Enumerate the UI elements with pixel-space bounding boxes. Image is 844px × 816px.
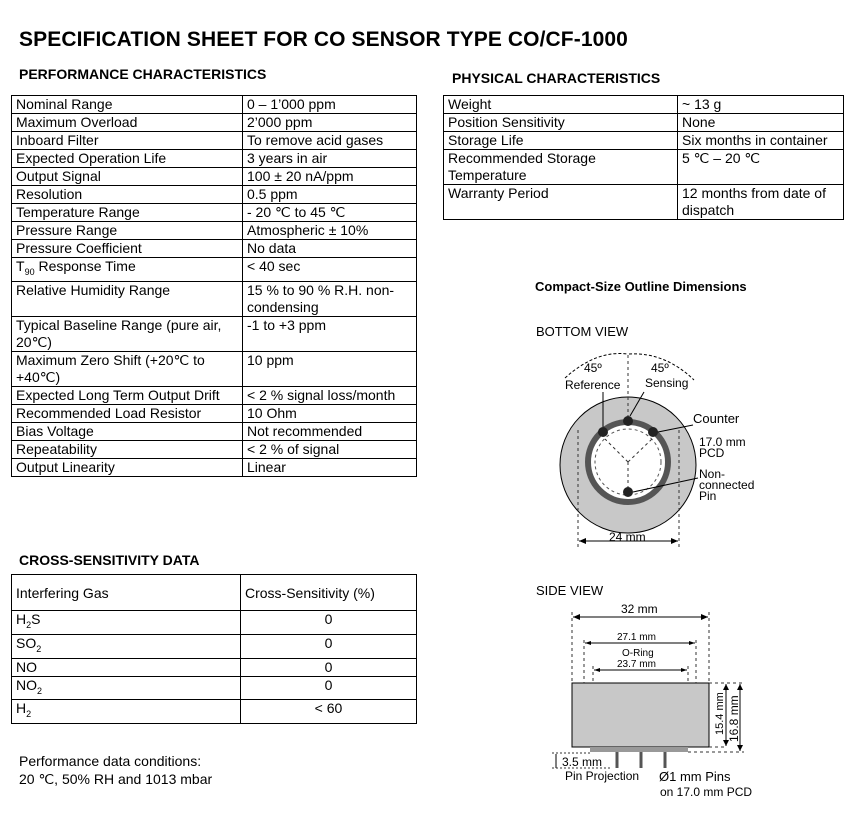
pin-projection-label: Pin Projection <box>565 769 640 783</box>
pcd-value-label: 17.0 mm <box>699 435 746 449</box>
gas-formula: H <box>16 611 27 627</box>
diagram-title: Compact-Size Outline Dimensions <box>535 279 747 294</box>
performance-label: Maximum Overload <box>12 114 243 132</box>
performance-label: Repeatability <box>12 440 243 458</box>
sensor-side-body <box>572 683 709 747</box>
physical-label: Weight <box>444 96 678 114</box>
label-subscript: 90 <box>24 266 35 277</box>
dim-27-label: 27.1 mm <box>617 632 656 643</box>
pins-label-2: on 17.0 mm PCD <box>660 785 753 799</box>
gas-subscript: 2 <box>26 709 32 720</box>
gas-formula: NO <box>16 676 37 693</box>
performance-label: Maximum Zero Shift (+20℃ to +40℃) <box>12 351 243 386</box>
performance-label: Nominal Range <box>12 96 243 114</box>
cross-value: 0 <box>241 634 417 658</box>
physical-label: Warranty Period <box>444 185 678 220</box>
bottom-view-label: BOTTOM VIEW <box>536 324 629 339</box>
performance-value: Atmospheric ± 10% <box>243 222 417 240</box>
physical-label: Position Sensitivity <box>444 114 678 132</box>
physical-value: ~ 13 g <box>678 96 844 114</box>
non-connected-label-2: connected <box>699 478 755 492</box>
dim-16-label: 16.8 mm <box>727 695 741 742</box>
angle-left-label: 45º <box>584 361 602 375</box>
side-view-label: SIDE VIEW <box>536 583 604 598</box>
gas-formula: SO <box>16 634 37 651</box>
performance-value: 3 years in air <box>243 150 417 168</box>
performance-label: Output Linearity <box>12 458 243 476</box>
performance-value: -1 to +3 ppm <box>243 316 417 351</box>
performance-label: Inboard Filter <box>12 132 243 150</box>
non-connected-pin <box>623 487 633 497</box>
performance-value: Linear <box>243 458 417 476</box>
gas-subscript: 2 <box>37 685 43 696</box>
gas-formula: NO <box>16 658 37 675</box>
performance-value: 0.5 ppm <box>243 186 417 204</box>
width-24-label: 24 mm <box>609 530 646 544</box>
performance-value: To remove acid gases <box>243 132 417 150</box>
gas-formula-rest: S <box>31 611 41 627</box>
pcd-label: PCD <box>699 446 725 460</box>
cross-value: < 60 <box>241 700 417 724</box>
dim-15-label: 15.4 mm <box>714 692 726 735</box>
cross-value: 0 <box>241 676 417 700</box>
dim-3-5-label: 3.5 mm <box>562 755 603 769</box>
performance-value: < 2 % signal loss/month <box>243 386 417 404</box>
performance-value: < 2 % of signal <box>243 440 417 458</box>
cross-sensitivity-heading: CROSS-SENSITIVITY DATA <box>19 552 200 568</box>
side-view-drawing <box>552 602 752 799</box>
performance-value: 10 Ohm <box>243 404 417 422</box>
gas-formula: H <box>16 700 27 717</box>
counter-label: Counter <box>693 411 740 426</box>
performance-label: Pressure Coefficient <box>12 240 243 258</box>
performance-label: Bias Voltage <box>12 422 243 440</box>
bottom-view-drawing <box>560 354 754 549</box>
cross-col-gas: Interfering Gas <box>12 575 241 611</box>
dim-32-label: 32 mm <box>621 602 658 616</box>
o-ring-label: O-Ring <box>622 648 654 659</box>
non-connected-label-3: Pin <box>699 489 717 503</box>
performance-label: Expected Long Term Output Drift <box>12 386 243 404</box>
conditions-line1: Performance data conditions: <box>19 753 202 769</box>
physical-value: Six months in container <box>678 132 844 150</box>
dim-23-label: 23.7 mm <box>617 659 656 670</box>
performance-label: Typical Baseline Range (pure air, 20℃) <box>12 316 243 351</box>
performance-label: Expected Operation Life <box>12 150 243 168</box>
performance-value: Not recommended <box>243 422 417 440</box>
performance-label: Recommended Load Resistor <box>12 404 243 422</box>
physical-value: None <box>678 114 844 132</box>
performance-label: Output Signal <box>12 168 243 186</box>
performance-value: 2’000 ppm <box>243 114 417 132</box>
cross-value: 0 <box>241 658 417 676</box>
performance-value: 100 ± 20 nA/ppm <box>243 168 417 186</box>
performance-value: 15 % to 90 % R.H. non-condensing <box>243 281 417 316</box>
performance-label: Pressure Range <box>12 222 243 240</box>
physical-value: 5 ℃ – 20 ℃ <box>678 150 844 185</box>
conditions-line2: 20 ℃, 50% RH and 1013 mbar <box>19 771 213 787</box>
performance-value: No data <box>243 240 417 258</box>
angle-right-label: 45º <box>651 361 669 375</box>
performance-label: Temperature Range <box>12 204 243 222</box>
performance-heading: PERFORMANCE CHARACTERISTICS <box>19 66 267 82</box>
physical-label: Storage Life <box>444 132 678 150</box>
sensing-label: Sensing <box>645 376 689 390</box>
label-main: T <box>16 258 25 274</box>
reference-label: Reference <box>565 378 621 392</box>
physical-value: 12 months from date of dispatch <box>678 185 844 220</box>
pins-label-1: Ø1 mm Pins <box>659 769 731 784</box>
gas-subscript: 2 <box>36 643 42 654</box>
cross-value: 0 <box>241 611 417 635</box>
physical-label: Recommended Storage Temperature <box>444 150 678 185</box>
reference-pin <box>598 427 608 437</box>
performance-label: Resolution <box>12 186 243 204</box>
sensing-pin <box>623 416 633 426</box>
gas-subscript: 2 <box>26 619 32 630</box>
performance-value: 0 – 1’000 ppm <box>243 96 417 114</box>
performance-label: Relative Humidity Range <box>12 281 243 316</box>
counter-pin <box>648 427 658 437</box>
performance-value: - 20 ℃ to 45 ℃ <box>243 204 417 222</box>
page-title: SPECIFICATION SHEET FOR CO SENSOR TYPE CO/CF-1000 <box>19 28 628 51</box>
performance-value: 10 ppm <box>243 351 417 386</box>
cross-col-value: Cross-Sensitivity (%) <box>241 575 417 611</box>
performance-value: < 40 sec <box>243 258 417 282</box>
physical-heading: PHYSICAL CHARACTERISTICS <box>452 70 661 86</box>
label-rest: Response Time <box>34 258 136 274</box>
non-connected-label-1: Non- <box>699 467 726 481</box>
